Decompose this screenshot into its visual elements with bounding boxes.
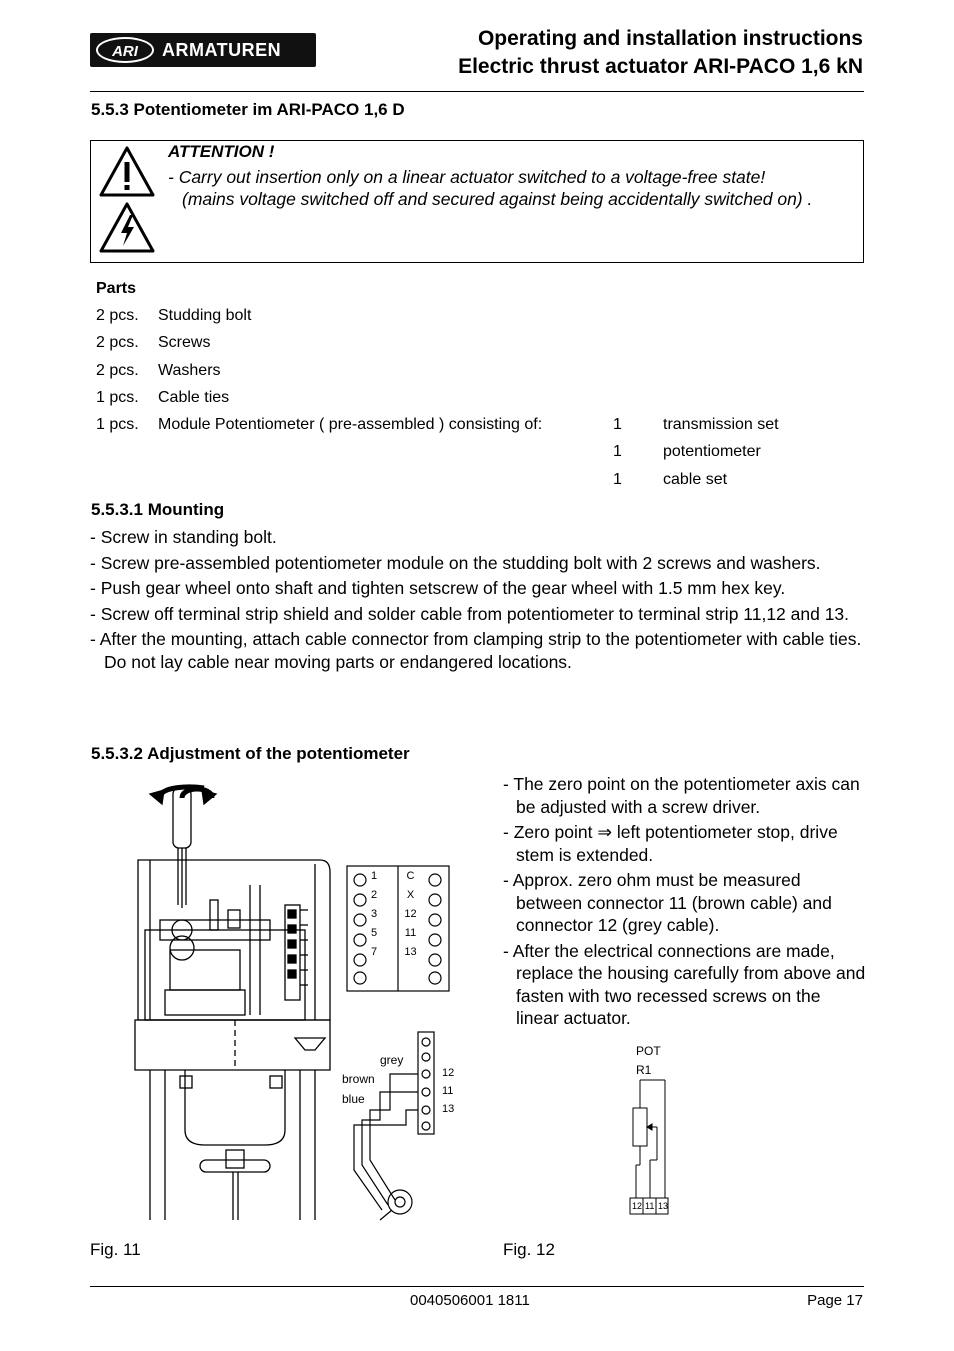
terminal-12-label: 12 xyxy=(442,1067,455,1079)
logo-text: ARMATUREN xyxy=(162,40,282,60)
doc-number: 0040506001 1811 xyxy=(410,1292,530,1309)
strip-label: 12 xyxy=(404,908,417,920)
strip-label: 2 xyxy=(370,889,378,901)
mounting-note: Do not lay cable near moving parts or endangered locations. xyxy=(104,651,572,672)
header-rule xyxy=(90,91,864,92)
wire-grey-label: grey xyxy=(380,1053,404,1067)
mounting-step: - Screw pre-assembled potentiometer module on the studding bolt with 2 screws and washers. xyxy=(90,552,821,573)
strip-left-labels xyxy=(349,867,399,962)
strip-label: 7 xyxy=(370,946,378,958)
attention-box xyxy=(90,140,864,263)
strip-label: 5 xyxy=(370,927,378,939)
mounting-steps xyxy=(90,526,870,676)
wire-brown-label: brown xyxy=(342,1072,375,1086)
logo-mark: ARI xyxy=(96,37,154,63)
footer-rule xyxy=(90,1286,864,1287)
page-number: Page 17 xyxy=(807,1292,863,1309)
strip-label: C xyxy=(406,870,415,882)
schematic-ref: R1 xyxy=(636,1063,652,1077)
parts-qty-3: 1 pcs. xyxy=(96,389,139,406)
attention-line1: - Carry out insertion only on a linear actuator switched to a voltage-free state! xyxy=(168,167,766,187)
warning-icons xyxy=(97,145,157,257)
mounting-step: - Push gear wheel onto shaft and tighten setscrew of the gear wheel with 1.5 mm hex key. xyxy=(90,578,786,598)
strip-label: 1 xyxy=(370,870,378,882)
schematic-pin-11: 11 xyxy=(645,1201,655,1211)
wire-blue-label: blue xyxy=(342,1092,365,1106)
ari-logo xyxy=(90,33,316,67)
fig12-caption: Fig. 12 xyxy=(503,1240,555,1259)
subpart-name-0: transmission set xyxy=(663,416,779,433)
schematic-title: POT xyxy=(636,1044,661,1058)
subpart-qty-0: 1 xyxy=(613,416,622,433)
figure-11-drawing xyxy=(130,780,470,1230)
mounting-step: - After the mounting, attach cable connector from clamping strip to the potentiometer with cable ties. xyxy=(90,629,862,649)
strip-right-labels xyxy=(398,867,423,962)
adjustment-heading: 5.5.3.2 Adjustment of the potentiometer xyxy=(91,744,410,763)
strip-label: X xyxy=(406,889,415,901)
mounting-heading: 5.5.3.1 Mounting xyxy=(91,500,225,519)
parts-name-2: Washers xyxy=(158,362,221,379)
parts-qty-4: 1 pcs. xyxy=(96,416,139,433)
schematic-pin-12: 12 xyxy=(632,1201,643,1211)
subpart-qty-1: 1 xyxy=(613,443,622,460)
terminal-13-label: 13 xyxy=(442,1103,455,1115)
mounting-step: - Screw off terminal strip shield and solder cable from potentiometer to terminal strip 11,12 and 13. xyxy=(90,603,850,624)
parts-qty-0: 2 pcs. xyxy=(96,307,139,324)
parts-name-4: Module Potentiometer ( pre-assembled ) consisting of: xyxy=(158,416,543,433)
subpart-name-2: cable set xyxy=(663,471,728,488)
parts-qty-2: 2 pcs. xyxy=(96,362,139,379)
subpart-name-1: potentiometer xyxy=(663,443,761,460)
mounting-step: - Screw in standing bolt. xyxy=(90,527,277,547)
document-title-line1: Operating and installation instructions xyxy=(477,27,863,50)
parts-heading: Parts xyxy=(96,280,137,297)
document-title-line2: Electric thrust actuator ARI-PACO 1,6 kN xyxy=(458,55,863,78)
subpart-qty-2: 1 xyxy=(613,471,622,488)
parts-name-3: Cable ties xyxy=(158,389,230,406)
adjustment-step: - Zero point ⇒ left potentiometer stop, drive stem is extended. xyxy=(503,822,838,865)
schematic-pin-13: 13 xyxy=(658,1201,669,1211)
adjustment-step: - Approx. zero ohm must be measured between connector 11 (brown cable) and connector 12 (grey cable). xyxy=(503,870,832,935)
electrical-hazard-icon xyxy=(101,204,153,251)
parts-name-1: Screws xyxy=(158,334,211,351)
attention-line2: (mains voltage switched off and secured against being accidentally switched on) . xyxy=(182,189,813,209)
adjustment-step: - After the electrical connections are made, replace the housing carefully from above and fasten with two recessed screws on the linear actuator. xyxy=(503,940,866,1028)
exclamation-warning-icon xyxy=(101,148,153,195)
parts-qty-1: 2 pcs. xyxy=(96,334,139,351)
terminal-11-label: 11 xyxy=(442,1085,454,1097)
strip-label: 11 xyxy=(404,927,417,939)
fig11-caption: Fig. 11 xyxy=(90,1240,141,1259)
strip-label: 3 xyxy=(370,908,378,920)
parts-name-0: Studding bolt xyxy=(158,307,252,324)
adjustment-steps xyxy=(503,773,868,1033)
attention-title: ATTENTION ! xyxy=(168,142,275,161)
connector-block xyxy=(418,1032,434,1134)
strip-label: 13 xyxy=(404,946,417,958)
section-heading: 5.5.3 Potentiometer im ARI-PACO 1,6 D xyxy=(91,100,405,119)
adjustment-step: - The zero point on the potentiometer axis can be adjusted with a screw driver. xyxy=(503,774,860,817)
resistor-symbol xyxy=(633,1108,647,1146)
